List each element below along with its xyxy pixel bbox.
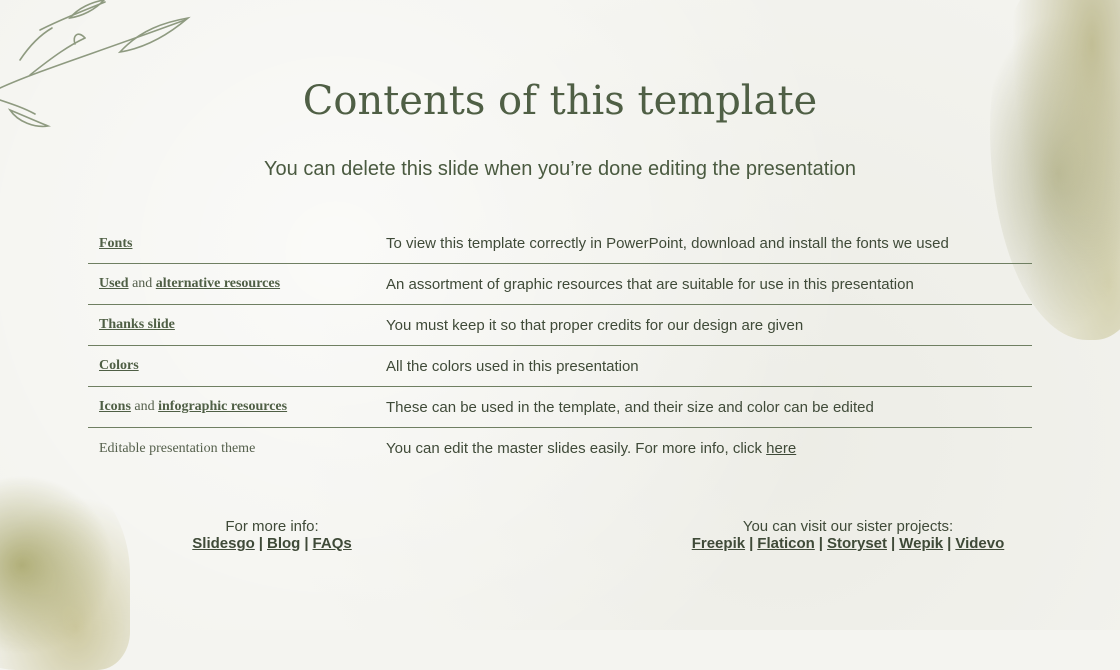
footer-blog-link[interactable]: Blog	[267, 535, 301, 552]
row-title	[88, 399, 386, 415]
table-row	[88, 387, 1032, 428]
table-row	[88, 224, 1032, 264]
slide-subtitle: You can delete this slide when you’re done editing the presentation	[264, 158, 856, 180]
here-link[interactable]: here	[766, 440, 797, 457]
footer-slidesgo-link[interactable]: Slidesgo	[192, 535, 255, 552]
link-separator: |	[304, 535, 309, 552]
row-description	[386, 358, 1032, 375]
contents-table	[88, 224, 1032, 469]
row-title-link[interactable]: Fonts	[99, 235, 133, 251]
table-row	[88, 346, 1032, 387]
row-title	[88, 358, 386, 374]
row-title-link[interactable]: Used	[99, 276, 129, 291]
sister-freepik-link[interactable]: Freepik	[691, 535, 746, 552]
table-row	[88, 264, 1032, 305]
row-title-link[interactable]: Icons	[99, 399, 131, 414]
row-description-text: To view this template correctly in PowerPoint, download and install the fonts we used	[386, 235, 949, 252]
row-description	[386, 317, 1032, 334]
link-separator: |	[891, 535, 896, 552]
row-title-text: Editable presentation theme	[99, 440, 256, 456]
row-title-link[interactable]: alternative resources	[155, 276, 281, 291]
row-description-text: All the colors used in this presentation	[386, 357, 639, 375]
link-separator: |	[258, 535, 263, 552]
row-title	[88, 441, 386, 457]
sister-flaticon-link[interactable]: Flaticon	[757, 535, 815, 552]
footer-more-info	[172, 518, 372, 552]
row-description-text: An assortment of graphic resources that are suitable for use in this presentation	[386, 275, 914, 293]
footer-sister-projects-links	[648, 535, 1048, 552]
footer-sister-projects	[648, 518, 1048, 552]
row-description	[386, 276, 1032, 293]
row-title	[88, 236, 386, 252]
row-title-text: and	[130, 399, 159, 414]
row-title	[88, 317, 386, 333]
row-title-link[interactable]: infographic resources	[158, 399, 288, 414]
row-title	[88, 276, 386, 292]
footer-sister-projects-label: You can visit our sister projects:	[742, 518, 954, 535]
row-description-text: You can edit the master slides easily. For more info, click	[386, 440, 767, 457]
sister-wepik-link[interactable]: Wepik	[899, 535, 944, 552]
footer-faqs-link[interactable]: FAQs	[312, 535, 352, 552]
row-title-link[interactable]: Thanks slide	[99, 317, 175, 332]
link-separator: |	[818, 535, 823, 552]
row-title-link[interactable]: Colors	[99, 358, 139, 373]
footer-more-info-label: For more info:	[225, 518, 319, 535]
row-description-text: These can be used in the template, and their size and color can be edited	[386, 398, 874, 416]
table-row	[88, 305, 1032, 346]
row-description	[386, 399, 1032, 416]
row-description	[386, 440, 1032, 457]
sister-videvo-link[interactable]: Videvo	[955, 535, 1005, 552]
slide-title: Contents of this template	[302, 78, 818, 124]
table-row	[88, 428, 1032, 469]
link-separator: |	[749, 535, 754, 552]
sister-storyset-link[interactable]: Storyset	[827, 535, 888, 552]
link-separator: |	[947, 535, 952, 552]
footer-more-info-links	[172, 535, 372, 552]
row-description	[386, 235, 1032, 252]
row-title-text: and	[128, 276, 156, 291]
row-description-text: You must keep it so that proper credits for our design are given	[386, 316, 804, 334]
